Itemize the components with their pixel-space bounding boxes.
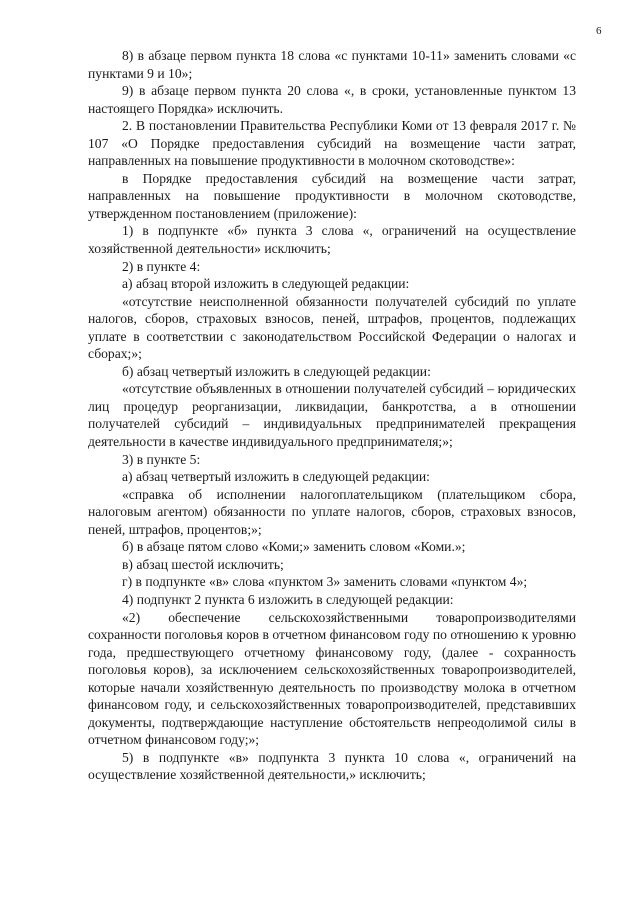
- paragraph-item-2a: а) абзац второй изложить в следующей редакции:: [122, 276, 410, 292]
- paragraph-item-5: 5) в подпункте «в» подпункта 3 пункта 10 слова «, ограничений на осуществление хозяйственной деятельности,» исключить;: [88, 749, 576, 783]
- paragraph-9: 9) в абзаце первом пункта 20 слова «, в сроки, установленные пунктом 13 настоящего Порядка» исключить.: [88, 83, 576, 116]
- paragraph-item-3a: а) абзац четвертый изложить в следующей редакции:: [122, 469, 430, 485]
- paragraph-order-intro: в Порядке предоставления субсидий на возмещение части затрат, направленных на повышение продуктивности в молочном скотоводстве, утвержденном постановлением (приложение):: [88, 170, 576, 221]
- paragraph-8: 8) в абзаце первом пункта 18 слова «с пунктами 10-11» заменить словами «с пунктами 9 и 10»;: [88, 48, 576, 81]
- paragraph-quote-2a: «отсутствие неисполненной обязанности получателей субсидий по уплате налогов, сборов, страховых взносов, пеней, штрафов, процентов, подлежащих уплате в соответствии с законодательством Российской Федерации о налогах и сборах;»;: [88, 293, 576, 362]
- paragraph-item-3g: г) в подпункте «в» слова «пунктом 3» заменить словами «пунктом 4»;: [122, 574, 528, 590]
- paragraph-item-1: 1) в подпункте «б» пункта 3 слова «, ограничений на осуществление хозяйственной деятельности» исключить;: [88, 223, 576, 257]
- paragraph-quote-4: «2) обеспечение сельскохозяйственными товаропроизводителями сохранности поголовья коров в отчетном финансовом году по отношению к уровню года, предшествующего отчетному финансовому году, (далее - сохранность поголовья коров), за исключением сельскохозяйственных товаропроизводителей, которые начали хозяйственную деятельность по производству молока в отчетном финансовом году, и сельскохозяйственных товаропроизводителей, представивших документы, подтверждающие наступление обстоятельств непреодолимой силы в отчетном финансовом году;»;: [88, 609, 576, 748]
- paragraph-item-2b: б) абзац четвертый изложить в следующей редакции:: [122, 363, 431, 379]
- paragraph-quote-2b: «отсутствие объявленных в отношении получателей субсидий – юридических лиц процедур реорганизации, ликвидации, банкротства, а в отношении получателей субсидий – индивидуальных предпринимателей прекращения деятельности в качестве индивидуального предпринимателя;»;: [88, 381, 576, 450]
- paragraph-item-2: 2) в пункте 4:: [122, 258, 201, 274]
- paragraph-section-2: 2. В постановлении Правительства Республики Коми от 13 февраля 2017 г. № 107 «О Порядке предоставления субсидий на возмещение части затрат, направленных на повышение продуктивности в молочном скотоводстве»:: [88, 118, 576, 169]
- paragraph-item-3b: б) в абзаце пятом слово «Коми;» заменить словом «Коми.»;: [122, 539, 466, 555]
- page-number: 6: [596, 25, 602, 37]
- paragraph-item-3: 3) в пункте 5:: [122, 451, 201, 467]
- paragraph-item-4: 4) подпункт 2 пункта 6 изложить в следующей редакции:: [122, 591, 454, 607]
- document-body: [88, 47, 576, 784]
- paragraph-item-3v: в) абзац шестой исключить;: [122, 556, 284, 572]
- paragraph-quote-3a: «справка об исполнении налогоплательщиком (плательщиком сбора, налоговым агентом) обязанности по уплате налогов, сборов, страховых взносов, пеней, штрафов, процентов;»;: [88, 486, 576, 537]
